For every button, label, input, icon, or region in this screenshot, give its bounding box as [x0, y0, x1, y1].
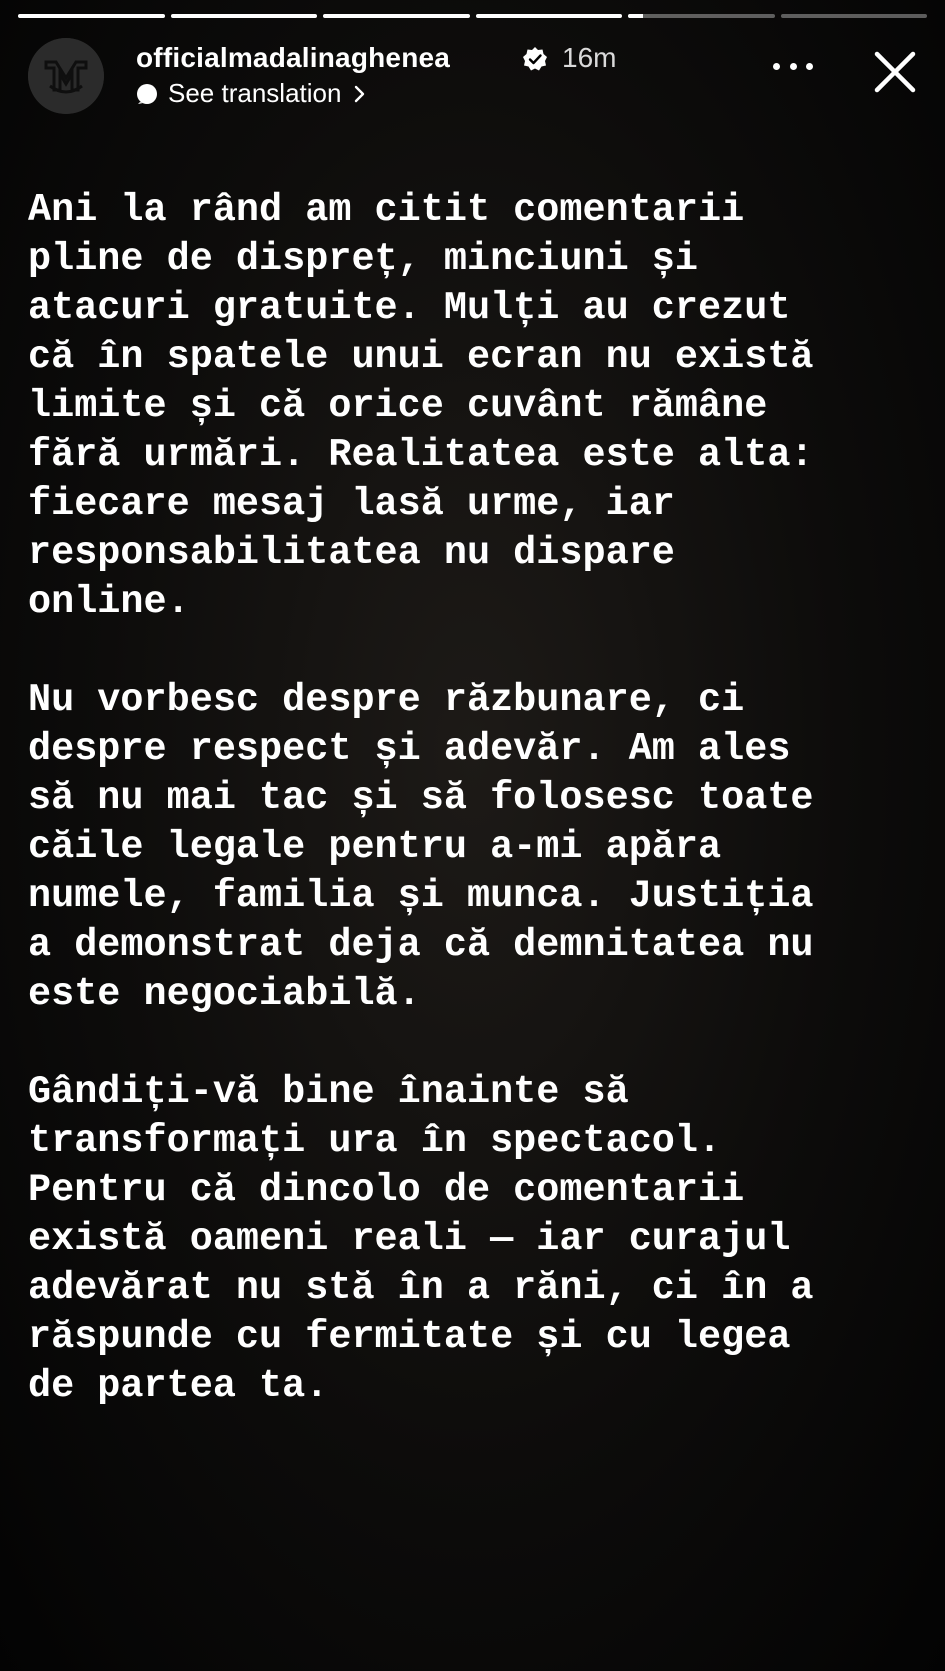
progress-segment — [171, 14, 318, 18]
translate-icon — [136, 83, 158, 105]
story-text — [28, 186, 928, 1411]
verified-badge-icon — [522, 46, 548, 72]
progress-segment — [18, 14, 165, 18]
more-dot — [806, 63, 813, 70]
chevron-right-icon — [353, 84, 367, 104]
avatar-logo-icon — [28, 38, 104, 114]
see-translation-label: See translation — [168, 78, 342, 108]
story-progress-bar — [18, 14, 927, 18]
avatar[interactable] — [28, 38, 104, 114]
close-icon[interactable] — [871, 48, 919, 96]
progress-segment — [323, 14, 470, 18]
more-dot — [790, 63, 797, 70]
story-paragraph: Nu vorbesc despre răzbunare, ci despre respect și adevăr. Am ales să nu mai tac și să folosesc toate căile legale pentru a-mi apăra numele, familia și munca. Justiția a demonstrat deja că demnitatea nu este negociabilă. — [28, 678, 814, 1016]
story-header — [28, 36, 925, 116]
progress-segment — [781, 14, 928, 18]
more-options-button[interactable] — [773, 56, 813, 76]
story-paragraph: Ani la rând am citit comentarii pline de dispreț, minciuni și atacuri gratuite. Mulți au crezut că în spatele unui ecran nu există limite și că orice cuvânt rămâne fără urmări. Realitatea este alta: fiecare mesaj lasă urme, iar responsabilitatea nu dispare online. — [28, 188, 814, 624]
progress-segment — [628, 14, 775, 18]
progress-segment — [476, 14, 623, 18]
more-dot — [773, 63, 780, 70]
username[interactable]: officialmadalinaghenea — [136, 42, 451, 73]
story-paragraph: Gândiți-vă bine înainte să transformați ura în spectacol. Pentru că dincolo de comentarii există oameni reali — iar curajul adevărat nu stă în a răni, ci în a răspunde cu fermitate și cu legea de partea ta. — [28, 1070, 814, 1408]
see-translation-button[interactable] — [136, 78, 367, 109]
post-time: 16m — [562, 42, 617, 73]
